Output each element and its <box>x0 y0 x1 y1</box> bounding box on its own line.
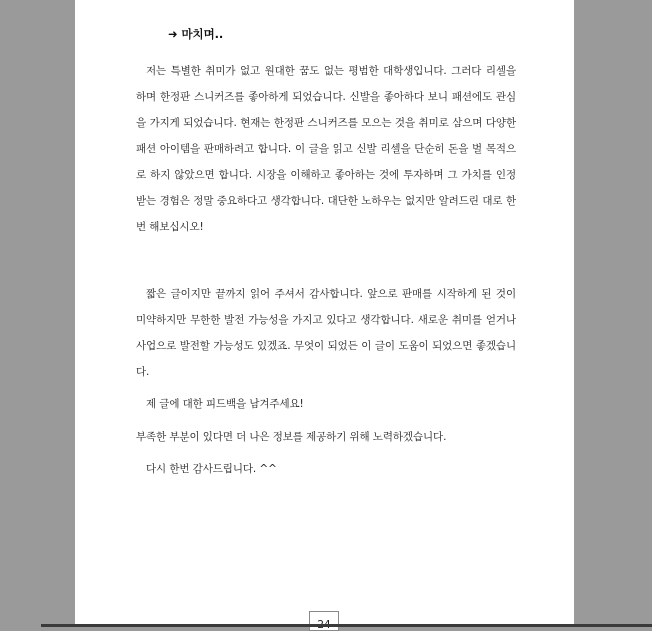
feedback-line: 제 글에 대한 피드백을 남겨주세요! <box>146 398 304 410</box>
paragraph-thanks: 짧은 글이지만 끝까지 읽어 주셔서 감사합니다. 앞으로 판매를 시작하게 된 것이 미약하지만 무한한 발전 가능성을 가지고 있다고 생각합니다. 새로운 취미를 얻거나 사업으로 발전할 가능성도 있겠죠. 무엇이 되었든 이 글이 도움이 되었으면 좋겠습니다. <box>136 288 516 378</box>
page-number <box>309 611 339 631</box>
effort-line: 부족한 부분이 있다면 더 나은 정보를 제공하기 위해 노력하겠습니다. <box>136 431 447 443</box>
paragraph-intro: 저는 특별한 취미가 없고 원대한 꿈도 없는 평범한 대학생입니다. 그러다 리셀을 하며 한정판 스니커즈를 좋아하게 되었습니다. 신발을 좋아하다 보니 패션에도 관심을 가지게 되었습니다. 현재는 한정판 스니커즈를 모으는 것을 취미로 삼으며 다양한 패션 아이템을 판매하려고 합니다. 이 글을 읽고 신발 리셀을 단순히 돈을 벌 목적으로 하지 않았으면 합니다. 시장을 이해하고 좋아하는 것에 투자하며 그 가치를 인정받는 경험은 정말 중요하다고 생각합니다. 대단한 노하우는 없지만 알려드린 대로 한번 해보십시오! <box>136 65 516 233</box>
section-heading <box>168 26 223 42</box>
closing-line: 다시 한번 감사드립니다. ^^ <box>146 463 277 475</box>
document-page <box>75 0 574 627</box>
section-title: 마치며.. <box>181 27 224 41</box>
arrow-right-icon: ➜ <box>168 27 178 41</box>
